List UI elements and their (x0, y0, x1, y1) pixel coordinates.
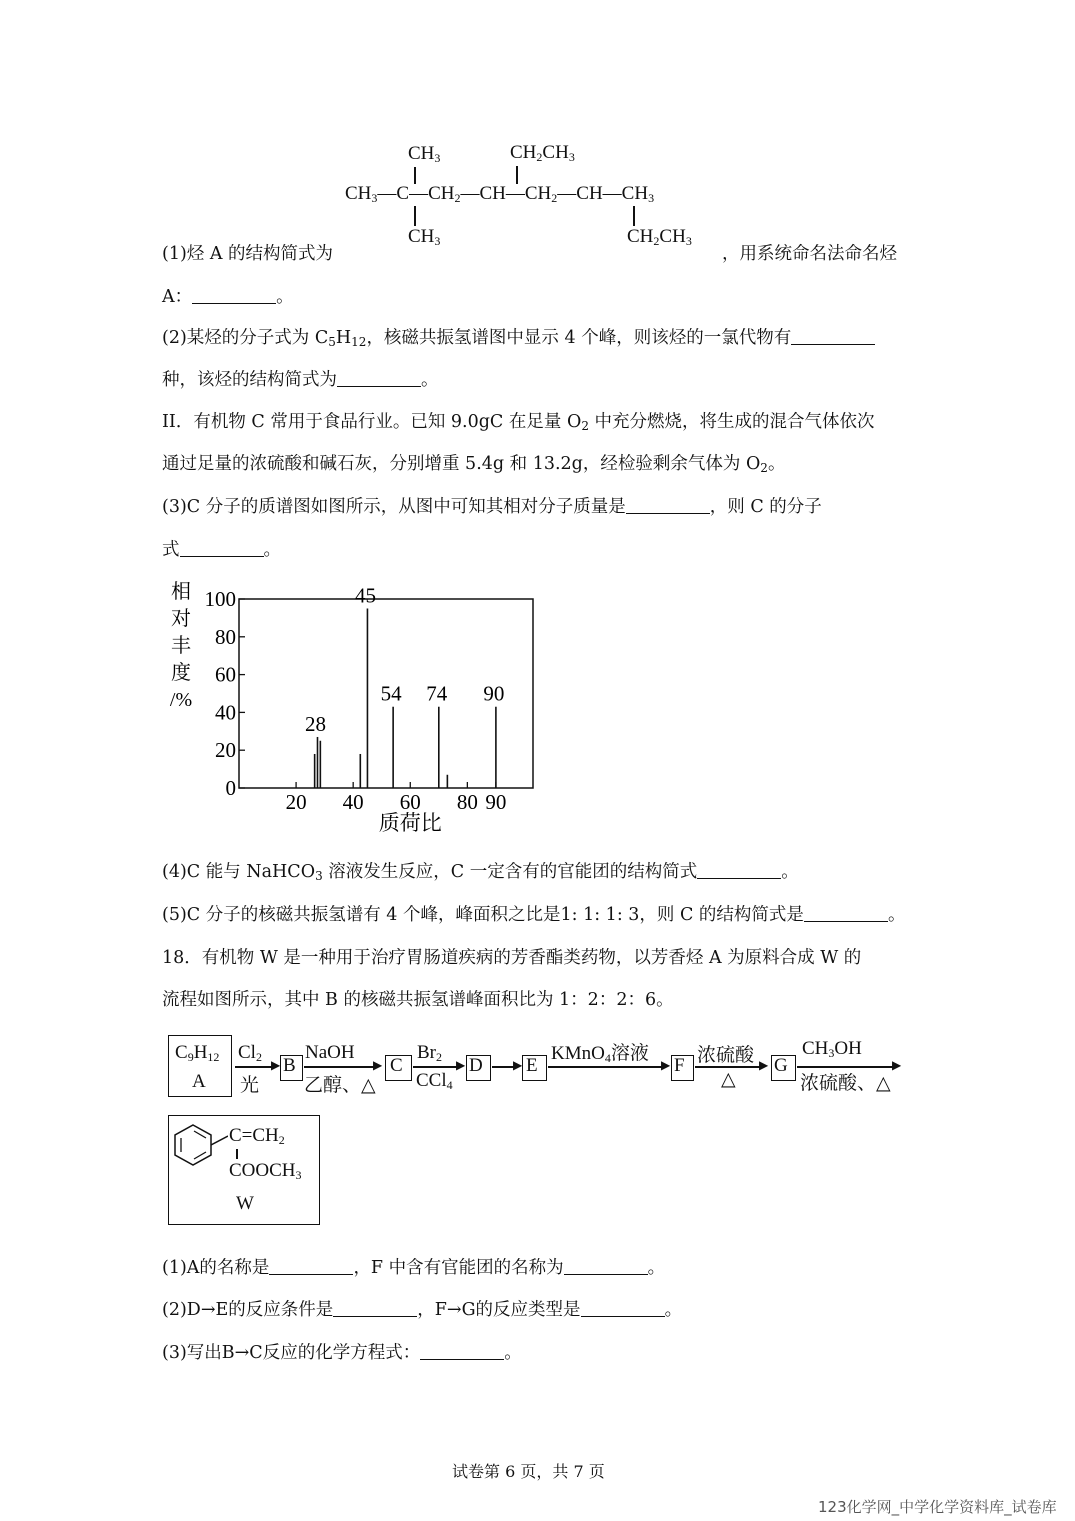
sec2-line2: 通过足量的浓硫酸和碱石灰，分别增重 5.4g 和 13.2g，经检验剩余气体为 $O_2$。 (162, 454, 786, 475)
q18-1-line: (1)A的名称是 ，F 中含有官能团的名称为 。 (162, 1258, 666, 1278)
arrowhead-5: ▶ (661, 1058, 671, 1072)
peak-label: 28 (304, 711, 326, 736)
bond-v1 (414, 167, 416, 184)
x-tick-label: 90 (485, 790, 507, 814)
page-footer: 试卷第 6 页，共 7 页 (452, 1462, 605, 1481)
w-top: $C=CH_2$ (229, 1125, 285, 1147)
f-label: F (674, 1055, 685, 1076)
benzene-ring-icon (172, 1122, 228, 1174)
y-tick-label: 0 (225, 776, 236, 800)
a-formula: $C_9H_{12}$ (175, 1042, 220, 1064)
q4-line: (4)C 能与 NaHCO$_3$ 溶液发生反应，C 一定含有的官能团的结构简式 。 (162, 862, 799, 883)
arrowhead-6: ▶ (759, 1058, 769, 1072)
r5-top: KMnO$_4$溶液 (551, 1043, 649, 1065)
answer-blank[interactable] (192, 285, 276, 304)
e-label: E (526, 1055, 538, 1076)
answer-blank[interactable] (697, 860, 781, 879)
r1-top: $Cl_2$ (238, 1042, 262, 1064)
c-label: C (390, 1055, 403, 1076)
w-bottom: $COOCH_3$ (229, 1160, 302, 1182)
y-tick-label: 100 (204, 587, 236, 611)
peak-label: 54 (380, 681, 402, 706)
r6-bottom: △ (721, 1069, 736, 1090)
y-axis-label-char: 度 (171, 662, 191, 684)
q2-line1: (2)某烃的分子式为 $C_5H_{12}$，核磁共振氢谱图中显示 4 个峰，则该烃的一氯代物有 (162, 324, 875, 349)
ch2ch3-bottom: $CH_2CH_3$ (627, 226, 692, 248)
r2-bottom: 乙醇、△ (304, 1075, 376, 1096)
q1-prefix: (1)烃 A 的结构简式为 (162, 244, 334, 264)
peak-label: 74 (426, 681, 448, 706)
r7-top: $CH_3OH$ (802, 1038, 862, 1060)
sec2-line1: II．有机物 C 常用于食品行业。已知 9.0gC 在足量 $O_2$ 中充分燃烧，将生成的混合气体依次 (162, 412, 875, 433)
r2-top: NaOH (305, 1042, 355, 1063)
q3-line2: 式 。 (162, 540, 281, 560)
arrowhead-2: ▶ (373, 1058, 383, 1072)
answer-blank[interactable] (180, 538, 264, 557)
bond-v2 (516, 166, 518, 184)
y-axis-label-char: 丰 (171, 635, 191, 657)
r3-top: $Br_2$ (417, 1042, 442, 1064)
bond-v3 (414, 206, 416, 226)
d-label: D (469, 1055, 483, 1076)
y-tick-label: 40 (215, 700, 236, 725)
y-tick-label: 80 (215, 624, 236, 649)
peak-label: 45 (354, 583, 376, 608)
mass-spectrum-chart (155, 575, 575, 835)
q18-3-line: (3)写出B→C反应的化学方程式： 。 (162, 1343, 522, 1363)
x-axis-label: 质荷比 (378, 811, 442, 835)
arrow-1 (235, 1066, 276, 1068)
w-name: W (236, 1193, 254, 1214)
bond-v4 (633, 206, 635, 226)
answer-blank[interactable] (626, 495, 710, 514)
r3-bottom: CCl$_4$ (416, 1070, 453, 1092)
q1-suffix: ，用系统命名法命名烃 (722, 244, 897, 264)
peak-label: 90 (483, 681, 505, 706)
q5-line: (5)C 分子的核磁共振氢谱有 4 个峰，峰面积之比是1: 1: 1: 3，则 C 的结构简式是 。 (162, 905, 906, 925)
answer-blank[interactable] (791, 326, 875, 345)
q18-line1: 18．有机物 W 是一种用于治疗胃肠道疾病的芳香酯类药物，以芳香烃 A 为原料合成 W 的 (162, 948, 862, 968)
q1-line2: A： 。 (162, 287, 294, 307)
q18-line2: 流程如图所示，其中 B 的核磁共振氢谱峰面积比为 1：2：2：6。 (162, 990, 674, 1010)
arrowhead-4: ▶ (513, 1058, 523, 1072)
r7-bottom: 浓硫酸、△ (800, 1073, 891, 1094)
arrow-2 (304, 1066, 378, 1068)
a-name: A (192, 1071, 206, 1092)
arrowhead-7: ▶ (892, 1058, 902, 1072)
bond-w (236, 1149, 238, 1159)
y-tick-label: 20 (215, 738, 236, 763)
arrow-5 (548, 1066, 666, 1068)
q2-line2: 种，该烃的结构简式为 。 (162, 370, 439, 390)
ch3-top: $CH_3$ (408, 143, 441, 165)
watermark: 123化学网_中学化学资料库_试卷库 (818, 1498, 1057, 1516)
r6-top: 浓硫酸 (697, 1045, 755, 1066)
x-tick-label: 80 (456, 790, 478, 814)
q3-line1: (3)C 分子的质谱图如图所示，从图中可知其相对分子质量是 ，则 C 的分子 (162, 497, 822, 517)
b-label: B (283, 1055, 296, 1076)
r1-bottom: 光 (240, 1075, 260, 1096)
y-tick-label: 60 (215, 662, 236, 687)
ch3-bottom: $CH_3$ (408, 226, 441, 248)
x-tick-label: 40 (342, 790, 364, 814)
main-chain: $CH_3—C—CH_2—CH—CH_2—CH—CH_3$ (345, 183, 655, 205)
q18-2-line: (2)D→E的反应条件是 ，F→G的反应类型是 。 (162, 1300, 683, 1320)
y-axis-label-char: /% (169, 689, 193, 711)
arrowhead-1: ▶ (271, 1058, 281, 1072)
x-tick-label: 60 (399, 790, 421, 814)
answer-blank[interactable] (420, 1341, 504, 1360)
answer-blank[interactable] (581, 1298, 665, 1317)
answer-blank[interactable] (337, 368, 421, 387)
y-axis-label-char: 对 (171, 608, 191, 630)
answer-blank[interactable] (333, 1298, 417, 1317)
answer-blank[interactable] (564, 1256, 648, 1275)
arrow-3 (413, 1066, 461, 1068)
answer-blank[interactable] (804, 903, 888, 922)
g-label: G (774, 1055, 788, 1076)
arrowhead-3: ▶ (456, 1058, 466, 1072)
y-axis-label-char: 相 (171, 581, 191, 603)
answer-blank[interactable] (269, 1256, 353, 1275)
x-tick-label: 20 (285, 790, 307, 814)
ch2ch3-top: $CH_2CH_3$ (510, 142, 575, 164)
